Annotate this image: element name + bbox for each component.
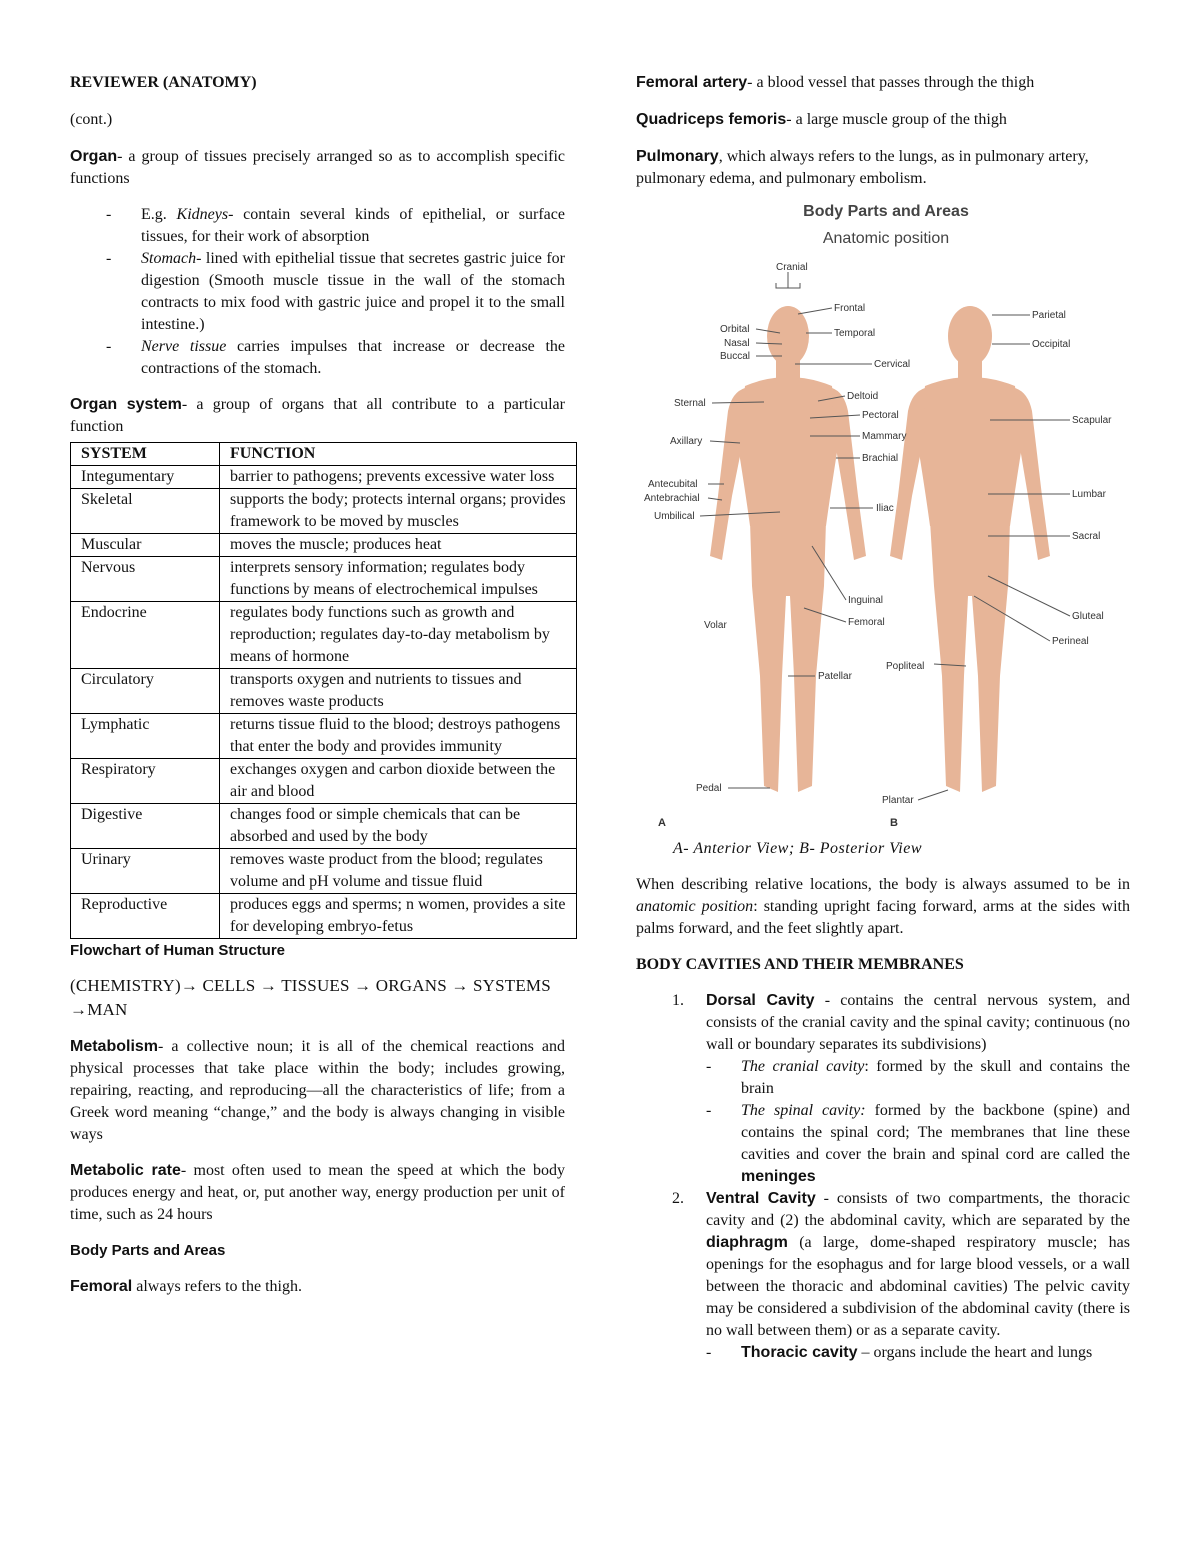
function-cell: interprets sensory information; regulates body functions by means of electrochemical impulses [220,557,577,602]
label-brachial: Brachial [862,453,899,464]
label-sternal: Sternal [674,398,706,409]
system-cell: Urinary [71,849,220,894]
system-cell: Circulatory [71,669,220,714]
label-popliteal: Popliteal [886,661,925,672]
organ-definition: Organ- a group of tissues precisely arranged so as to accomplish specific functions [70,148,565,187]
label-mammary: Mammary [862,431,907,442]
dorsal-cavity-item: 1. Dorsal Cavity - contains the central nervous system, and consists of the cranial cavity and the spinal cavity; continuous (no wall or boundary separates its subdivisions) [672,992,1131,1053]
function-cell: changes food or simple chemicals that can be absorbed and used by the body [220,804,577,849]
posterior-body-figure [890,306,1050,792]
label-sacral: Sacral [1072,531,1101,542]
table-row [71,804,577,849]
quadriceps-definition: Quadriceps femoris- a large muscle group of the thigh [636,111,1007,128]
continued-note: (cont.) [70,111,113,128]
panel-a-label: A [658,817,666,829]
label-plantar: Plantar [882,795,914,806]
table-row [71,489,577,534]
example-kidneys: - E.g. Kidneys- contain several kinds of epithelial, or surface tissues, for their work of absorption [70,204,565,248]
function-cell: exchanges oxygen and carbon dioxide between the air and blood [220,759,577,804]
table-header-row [71,443,577,466]
femoral-definition: Femoral always refers to the thigh. [70,1278,302,1295]
page-title: REVIEWER (ANATOMY) [70,74,257,91]
system-cell: Lymphatic [71,714,220,759]
metabolism-definition: Metabolism- a collective noun; it is all of the chemical reactions and physical processes that take place within the body; includes growing, repairing, reacting, and reproducing—all the characteristics of life; from a Greek word meaning “change,” and the body is always changing in visible ways [70,1038,565,1143]
system-cell: Skeletal [71,489,220,534]
label-orbital: Orbital [720,324,750,335]
function-cell: produces eggs and sperms; n women, provides a site for developing embryo-fetus [220,894,577,939]
pulmonary-definition: Pulmonary, which always refers to the lungs, as in pulmonary artery, pulmonary edema, and pulmonary embolism. [636,148,1089,187]
anatomic-position-diagram [640,196,1120,836]
system-cell: Nervous [71,557,220,602]
label-pedal: Pedal [696,783,722,794]
function-cell: transports oxygen and nutrients to tissues and removes waste products [220,669,577,714]
metabolic-rate-definition: Metabolic rate- most often used to mean the speed at which the body produces energy and heat, or, put another way, energy production per unit of time, such as 24 hours [70,1162,565,1223]
function-cell: returns tissue fluid to the blood; destroys pathogens that enter the body and provides immunity [220,714,577,759]
function-cell: regulates body functions such as growth and reproduction; regulates day-to-day metabolism by means of hormone [220,602,577,669]
label-temporal: Temporal [834,328,876,339]
label-scapular: Scapular [1072,415,1112,426]
panel-b-label: B [890,817,898,829]
organ-examples [70,204,565,380]
label-femoral: Femoral [848,617,885,628]
spinal-cavity-subitem: - The spinal cavity: formed by the backbone (spine) and contains the spinal cord; The membranes that line these cavities and cover the brain and spinal cord are called the meninges [636,1100,1130,1188]
cranial-cavity-subitem: - The cranial cavity: formed by the skull and contains the brain [636,1056,1130,1100]
example-nerve-tissue: - Nerve tissue carries impulses that increase or decrease the contractions of the stomach. [70,336,565,380]
cavities-list [636,990,1130,1364]
label-nasal: Nasal [724,338,750,349]
label-antebrachial: Antebrachial [644,493,700,504]
figure-subtitle: Anatomic position [822,230,950,247]
table-row [71,602,577,669]
ventral-cavity-item: 2. Ventral Cavity - consists of two compartments, the thoracic cavity and (2) the abdominal cavity, which are separated by the diaphragm (a large, dome-shaped respiratory muscle; has openings for the esophagus and for large blood vessels, or a wall between the thoracic and abdominal cavities) The pelvic cavity may be considered a subdivision of the abdominal cavity (there is no wall between them) or as a separate cavity. [672,1190,1130,1339]
body-parts-heading: Body Parts and Areas [70,1242,226,1259]
label-buccal: Buccal [720,351,751,362]
label-volar: Volar [704,620,727,631]
function-cell: barrier to pathogens; prevents excessive water loss [220,466,577,489]
table-row [71,557,577,602]
cavities-heading: BODY CAVITIES AND THEIR MEMBRANES [636,956,964,973]
table-row [71,534,577,557]
table-row [71,759,577,804]
table-header-function: FUNCTION [220,443,577,466]
table-row [71,466,577,489]
system-cell: Respiratory [71,759,220,804]
function-cell: supports the body; protects internal organs; provides framework to be moved by muscles [220,489,577,534]
label-inguinal: Inguinal [848,595,884,606]
label-perineal: Perineal [1052,636,1089,647]
system-cell: Muscular [71,534,220,557]
system-cell: Integumentary [71,466,220,489]
function-cell: removes waste product from the blood; regulates volume and pH volume and tissue fluid [220,849,577,894]
label-iliac: Iliac [876,503,894,514]
example-stomach: - Stomach- lined with epithelial tissue that secretes gastric juice for digestion (Smooth muscle tissue in the wall of the stomach contracts to mix food with gastric juice and propel it to the small intestine.) [70,248,565,336]
anterior-body-figure [710,306,866,792]
figure-title: Body Parts and Areas [803,203,969,220]
anatomic-position-paragraph: When describing relative locations, the body is always assumed to be in anatomic position: standing upright facing forward, arms at the sides with palms forward, and the feet slightly apart. [636,876,1131,937]
label-cervical: Cervical [874,359,911,370]
table-row [71,849,577,894]
system-cell: Reproductive [71,894,220,939]
function-cell: moves the muscle; produces heat [220,534,577,557]
flowchart-text: (CHEMISTRY)→ CELLS → TISSUES → ORGANS → SYSTEMS →MAN [70,976,551,1019]
table-header-system: SYSTEM [71,443,220,466]
figure-caption: A- Anterior View; B- Posterior View [673,840,923,857]
organ-system-definition: Organ system- a group of organs that all contribute to a particular function [70,396,565,435]
table-row [71,669,577,714]
label-patellar: Patellar [818,671,852,682]
label-antecubital: Antecubital [648,479,698,490]
table-row [71,714,577,759]
table-row [71,894,577,939]
left-column [70,70,565,1298]
label-lumbar: Lumbar [1072,489,1106,500]
label-umbilical: Umbilical [654,511,695,522]
systems-table [70,442,577,939]
system-cell: Digestive [71,804,220,849]
label-gluteal: Gluteal [1072,611,1104,622]
label-parietal: Parietal [1032,310,1066,321]
thoracic-cavity-subitem: - Thoracic cavity – organs include the heart and lungs [636,1342,1130,1364]
body-parts-figure [640,196,1120,836]
right-column [636,70,1130,1364]
femoral-artery-definition: Femoral artery- a blood vessel that passes through the thigh [636,74,1035,91]
label-axillary: Axillary [670,436,703,447]
label-cranial: Cranial [776,262,808,273]
system-cell: Endocrine [71,602,220,669]
label-deltoid: Deltoid [847,391,879,402]
label-pectoral: Pectoral [862,410,899,421]
flowchart-heading: Flowchart of Human Structure [70,942,286,959]
label-frontal: Frontal [834,303,866,314]
label-occipital: Occipital [1032,339,1071,350]
